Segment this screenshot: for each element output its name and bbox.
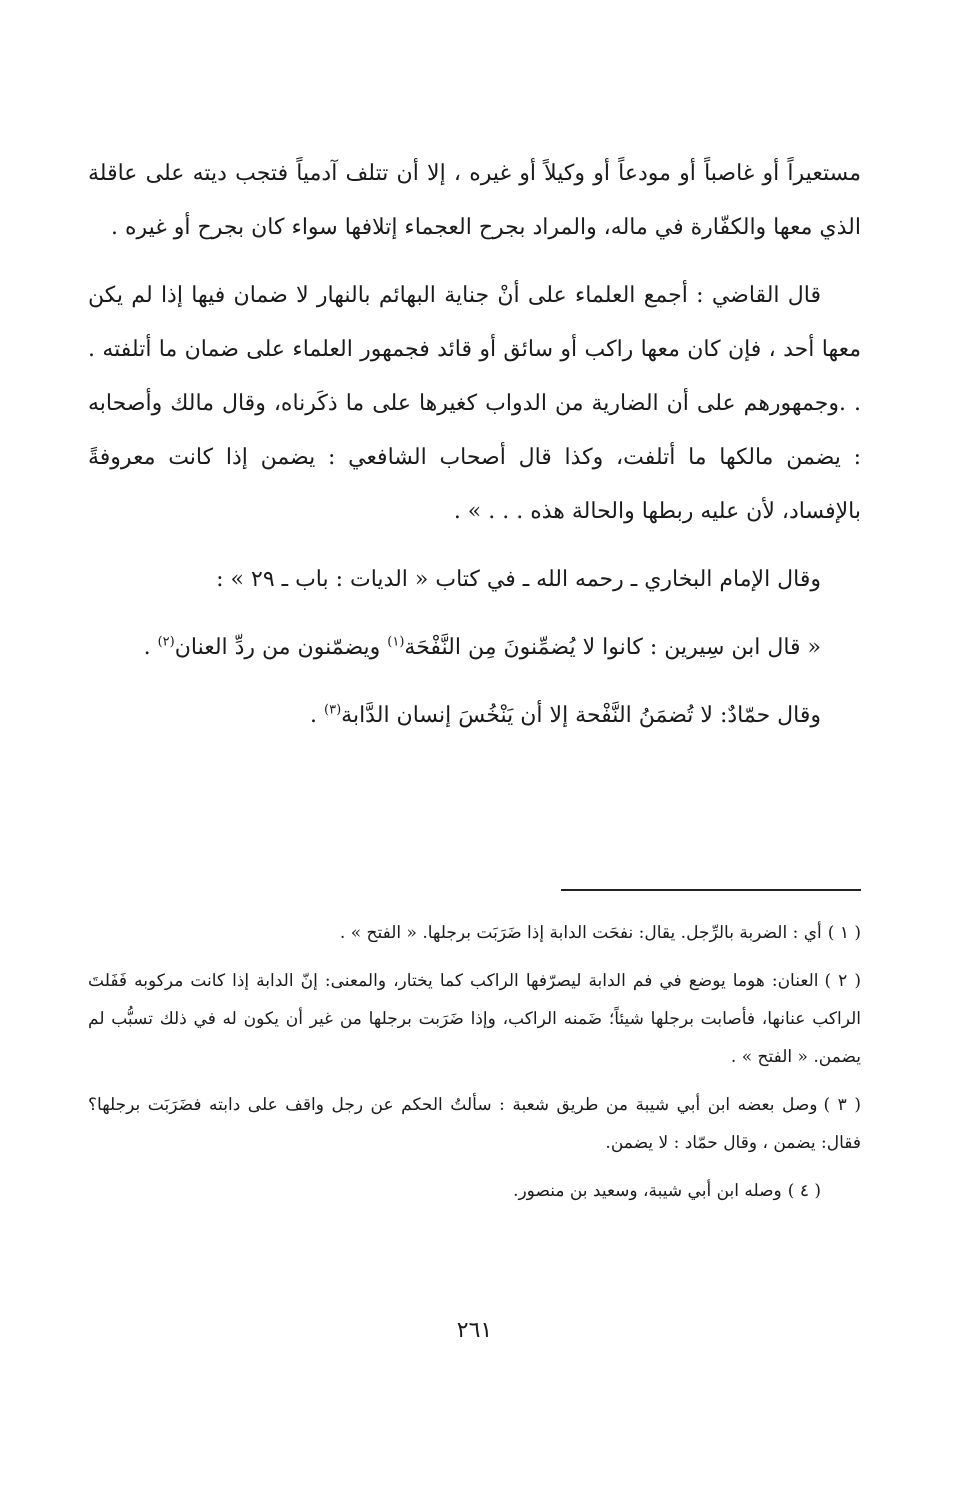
quote-text-start: « قال ابن سِيرين : كانوا لا يُضمِّنونَ مِن النَّفْحَة: [404, 635, 821, 660]
footnote-number: ( ٣ ): [823, 1095, 861, 1115]
main-text: [88, 147, 861, 743]
footnotes: [88, 914, 861, 1210]
footnote-text: وصله ابن أبي شيبة، وسعيد بن منصور.: [513, 1181, 782, 1201]
footnote-ref-2[interactable]: (٢): [157, 634, 175, 650]
footnote-text: أي : الضربة بالرِّجل. يقال: نفحَت الدابة إذا ضَرَبَت برجلها. « الفتح » .: [339, 923, 822, 943]
quote-text-middle: ويضمّنون من ردِّ العنان: [174, 635, 388, 660]
quote-hammad: [88, 689, 861, 743]
footnote-1: [88, 914, 861, 952]
footnote-2: [88, 962, 861, 1076]
paragraph-bukhari: وقال الإمام البخاري ـ رحمه الله ـ في كتاب « الديات : باب ـ ٢٩ » :: [216, 567, 821, 592]
page-number: ٢٦١: [456, 1318, 493, 1343]
book-page: [88, 0, 861, 1494]
hammad-text: وقال حمّادٌ: لا تُضمَنُ النَّفْحة إلا أن يَنْخُسَ إنسان الدَّابة: [341, 703, 821, 728]
footnote-3: [88, 1086, 861, 1162]
paragraph-qadi: قال القاضي : أجمع العلماء على أنْ جناية البهائم بالنهار لا ضمان فيها إذا لم يكن معها أحد ، فإن كان معها راكب أو سائق أو قائد فجمهور العلماء على ضمان ما أتلفته . . .وجمهورهم على أن الضارية من الدواب كغيرها على ما ذكَرناه، وقال مالك وأصحابه : يضمن مالكها ما أتلفت، وكذا قال أصحاب الشافعي : يضمن إذا كانت معروفةً بالإفساد، لأن عليه ربطها والحالة هذه . . . » .: [88, 283, 861, 524]
footnote-ref-3[interactable]: (٣): [324, 702, 342, 718]
footnote-text: وصل بعضه ابن أبي شيبة من طريق شعبة : سألتُ الحكم عن رجل واقف على دابته فضَرَبَت برجلها؟ فقال: يضمن ، وقال حمّاد : لا يضمن.: [88, 1095, 861, 1153]
paragraph-intro: مستعيراً أو غاصباً أو مودعاً أو وكيلاً أو غيره ، إلا أن تتلف آدمياً فتجب ديته على عاقلة الذي معها والكفّارة في ماله، والمراد بجرح العجماء إتلافها سواء كان بجرح أو غيره .: [88, 161, 861, 240]
footnote-text: العنان: هوما يوضع في فم الدابة ليصرّفها الراكب كما يختار، والمعنى: إنّ الدابة إذا كانت مركوبه فَفَلتَ الراكب عنانها، فأصابت برجلها شيئاً؛ ضَمنه الراكب، وإذا ضَرَبت برجلها من غير أن يكون له في ذلك تسبُّب لم يضمن. « الفتح » .: [88, 971, 861, 1067]
footnote-number: ( ٢ ): [824, 971, 861, 991]
footnote-number: ( ١ ): [827, 923, 861, 943]
quote-ibn-sirin: [88, 621, 861, 675]
footnote-4: [88, 1172, 861, 1210]
hammad-text-end: .: [310, 703, 325, 728]
footnote-number: ( ٤ ): [787, 1181, 821, 1201]
quote-text-end: .: [143, 635, 158, 660]
footnote-separator: [561, 889, 861, 891]
footnote-ref-1[interactable]: (١): [387, 634, 405, 650]
